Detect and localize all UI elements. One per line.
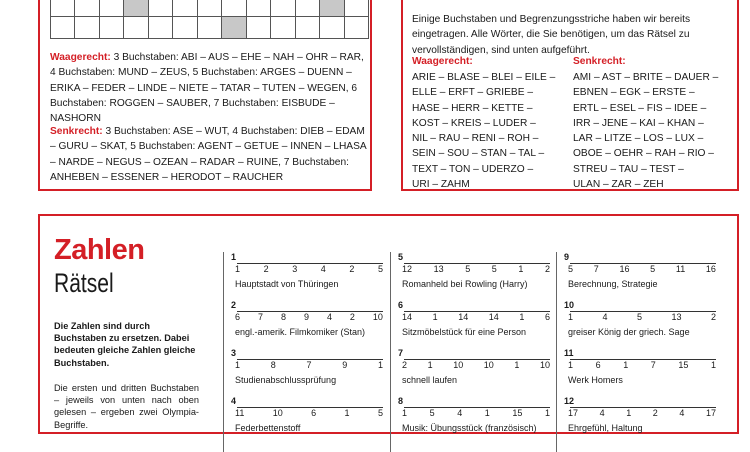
- item-clue: Sitzmöbelstück für eine Person: [402, 327, 527, 337]
- grid-cell[interactable]: [197, 0, 222, 17]
- item-number: 8: [398, 396, 404, 406]
- code-number: 1: [427, 360, 433, 370]
- puzzle-item: [398, 396, 550, 446]
- item-clue: Berechnung, Strategie: [568, 279, 658, 289]
- code-number: 7: [593, 264, 599, 274]
- puzzle-item: [398, 252, 550, 302]
- code-number: 17: [705, 408, 716, 418]
- code-number: 1: [568, 312, 574, 322]
- number-code-row: [402, 312, 550, 322]
- item-clue: Hauptstadt von Thüringen: [235, 279, 339, 289]
- puzzle-item: [564, 300, 716, 350]
- code-number: 11: [235, 408, 245, 418]
- senkrecht-list-title: Senkrecht:: [573, 56, 626, 67]
- number-code-row: [568, 408, 716, 418]
- item-number: 4: [231, 396, 237, 406]
- hint-text: Die ersten und dritten Buchstaben – jeweils von unten nach oben gelesen – ergeben zwei Olympia-Begriffe.: [54, 383, 199, 430]
- puzzle-item: [398, 348, 550, 398]
- raetsel-subtitle: Rätsel: [54, 268, 114, 298]
- code-number: 2: [402, 360, 408, 370]
- code-number: 15: [678, 360, 689, 370]
- number-code-row: [235, 360, 383, 370]
- puzzle-item: [564, 396, 716, 446]
- grid-cell[interactable]: [319, 0, 344, 17]
- senkrecht-word-line: LAR – LITZE – LOS – LUX –: [573, 133, 704, 145]
- grid-cell[interactable]: [123, 0, 148, 17]
- code-number: 1: [514, 360, 520, 370]
- grid-cell[interactable]: [270, 16, 295, 39]
- waagerecht-word-line: NIL – RAU – RENI – ROH –: [412, 133, 539, 145]
- number-code-row: [235, 312, 383, 322]
- waagerecht-word-line: TEXT – TON – UDERZO –: [412, 163, 534, 175]
- grid-cell[interactable]: [344, 0, 369, 17]
- code-number: 2: [710, 312, 716, 322]
- grid-cell[interactable]: [295, 0, 320, 17]
- grid-cell[interactable]: [148, 0, 173, 17]
- code-number: 14: [402, 312, 413, 322]
- code-number: 6: [595, 360, 601, 370]
- code-number: 10: [483, 360, 494, 370]
- instruction-text: Die Zahlen sind durch Buchstaben zu ersetzen. Dabei bedeuten gleiche Zahlen gleiche Buchstaben.: [54, 321, 196, 368]
- number-code-row: [568, 312, 716, 322]
- grid-cell[interactable]: [270, 0, 295, 17]
- puzzle-item: [231, 252, 383, 302]
- puzzle-intro: Einige Buchstaben und Begrenzungsstriche haben wir bereits eingetragen. Alle Wörter, die Sie benötigen, um das Rätsel zu vervollständigen, sind unten aufgeführt.: [412, 14, 691, 56]
- waagerecht-word-line: HASE – HERR – KETTE –: [412, 102, 533, 114]
- waagerecht-clues: [50, 50, 368, 126]
- grid-cell[interactable]: [172, 16, 197, 39]
- swedish-puzzle-panel: [401, 0, 739, 191]
- code-number: 9: [303, 312, 309, 322]
- code-number: 1: [235, 360, 241, 370]
- code-number: 7: [257, 312, 263, 322]
- code-number: 1: [484, 408, 490, 418]
- code-number: 1: [402, 408, 408, 418]
- senkrecht-word-line: IRR – JENE – KAI – KHAN –: [573, 117, 704, 129]
- senkrecht-word-line: ULAN – ZAR – ZEH: [573, 179, 664, 191]
- grid-cell[interactable]: [246, 0, 271, 17]
- code-number: 5: [377, 264, 383, 274]
- code-number: 1: [432, 312, 438, 322]
- code-number: 1: [623, 360, 629, 370]
- code-number: 3: [292, 264, 298, 274]
- waagerecht-heading: Waagerecht:: [50, 52, 111, 63]
- grid-cell[interactable]: [74, 0, 99, 17]
- code-number: 1: [518, 264, 524, 274]
- waagerecht-word-line: SEIN – SOU – STAN – TAL –: [412, 148, 545, 160]
- code-number: 2: [349, 264, 355, 274]
- number-code-row: [402, 360, 550, 370]
- code-number: 1: [344, 408, 350, 418]
- code-number: 6: [311, 408, 317, 418]
- waagerecht-word-list: [412, 70, 555, 192]
- grid-cell[interactable]: [74, 16, 99, 39]
- item-clue: Musik: Übungsstück (französisch): [402, 423, 537, 433]
- item-clue: Ehrgefühl, Haltung: [568, 423, 643, 433]
- code-number: 5: [650, 264, 656, 274]
- senkrecht-heading: Senkrecht:: [50, 126, 103, 137]
- senkrecht-word-line: EBNEN – EGK – ERSTE –: [573, 87, 695, 99]
- code-number: 10: [539, 360, 550, 370]
- code-number: 1: [519, 312, 525, 322]
- code-number: 8: [270, 360, 276, 370]
- code-number: 12: [402, 264, 413, 274]
- grid-cell[interactable]: [99, 0, 124, 17]
- code-number: 7: [306, 360, 312, 370]
- senkrecht-clues: [50, 124, 368, 185]
- puzzle-item: [231, 396, 383, 446]
- grid-cell[interactable]: [123, 16, 148, 39]
- waagerecht-list-title: Waagerecht:: [412, 56, 473, 67]
- waagerecht-word-line: KOST – KREIS – LUDER –: [412, 117, 536, 129]
- code-number: 16: [705, 264, 716, 274]
- puzzle-item: [398, 300, 550, 350]
- code-number: 16: [619, 264, 630, 274]
- code-number: 1: [235, 264, 241, 274]
- item-number: 9: [564, 252, 570, 262]
- code-number: 5: [568, 264, 574, 274]
- grid-cell[interactable]: [148, 16, 173, 39]
- code-number: 14: [488, 312, 499, 322]
- code-number: 11: [675, 264, 686, 274]
- item-clue: greiser König der griech. Sage: [568, 327, 690, 337]
- code-number: 9: [342, 360, 348, 370]
- waagerecht-word-line: URI – ZAHM: [412, 179, 470, 191]
- code-number: 1: [626, 408, 632, 418]
- item-clue: engl.-amerik. Filmkomiker (Stan): [235, 327, 366, 337]
- code-number: 4: [326, 312, 332, 322]
- grid-cell[interactable]: [172, 0, 197, 17]
- code-number: 4: [599, 408, 605, 418]
- code-number: 10: [453, 360, 464, 370]
- grid-cell[interactable]: [50, 16, 75, 39]
- item-number: 7: [398, 348, 404, 358]
- number-code-row: [568, 264, 716, 274]
- code-number: 15: [512, 408, 523, 418]
- puzzle-item: [231, 348, 383, 398]
- item-number: 11: [564, 348, 574, 358]
- code-number: 2: [652, 408, 658, 418]
- senkrecht-word-line: AMI – AST – BRITE – DAUER –: [573, 72, 719, 83]
- senkrecht-word-line: OBOE – OEHR – RAH – RIO –: [573, 148, 714, 160]
- item-clue: Studienabschlussprüfung: [235, 375, 337, 385]
- zahlen-raetsel-panel: [38, 214, 739, 434]
- item-number: 6: [398, 300, 404, 310]
- code-number: 10: [372, 312, 383, 322]
- code-number: 5: [636, 312, 642, 322]
- item-number: 12: [564, 396, 575, 406]
- item-number: 3: [231, 348, 237, 358]
- grid-cell[interactable]: [221, 16, 246, 39]
- code-number: 5: [491, 264, 497, 274]
- code-number: 13: [671, 312, 682, 322]
- senkrecht-text: 3 Buchstaben: ASE – WUT, 4 Buchstaben: DIEB – EDAM – GURU – SKAT, 5 Buchstaben: AGENT – GETUE – INNEN – LHASA – NARDE – NEGUS – OZEAN – RADAR – RUINE, 7 Buchstaben: ANHEBEN – ESSENER – HERODOT – RAUCHER: [50, 126, 367, 183]
- item-clue: Werk Homers: [568, 375, 623, 385]
- grid-cell[interactable]: [295, 16, 320, 39]
- code-number: 1: [710, 360, 716, 370]
- zahlen-title: Zahlen: [54, 234, 145, 266]
- item-clue: Federbettenstoff: [235, 423, 301, 433]
- number-code-row: [235, 408, 383, 418]
- senkrecht-word-list: [573, 70, 718, 192]
- code-number: 7: [650, 360, 656, 370]
- waagerecht-text: 3 Buchstaben: ABI – AUS – EHE – NAH – OHR – RAR, 4 Buchstaben: MUND – ZEUS, 5 Buchstaben: ARGES – DUENN – ERIKA – FEDER – LINDE – NIETE – TATAR – TUTEN – WEGEN, 6 Buchstaben: ROGGEN – SAUBER, 7 Buchstaben: EISBUDE – NASHORN: [50, 52, 364, 125]
- code-number: 4: [457, 408, 463, 418]
- grid-cell[interactable]: [197, 16, 222, 39]
- item-number: 10: [564, 300, 575, 310]
- waagerecht-word-line: ELLE – ERFT – GRIEBE –: [412, 87, 533, 99]
- number-code-row: [402, 408, 550, 418]
- code-number: 13: [433, 264, 444, 274]
- code-number: 4: [320, 264, 326, 274]
- code-number: 1: [377, 360, 383, 370]
- puzzle-item: [564, 348, 716, 398]
- code-number: 14: [458, 312, 469, 322]
- number-code-row: [568, 360, 716, 370]
- code-number: 17: [568, 408, 579, 418]
- grid-cell[interactable]: [221, 0, 246, 17]
- code-number: 1: [544, 408, 550, 418]
- code-number: 6: [544, 312, 550, 322]
- grid-cell[interactable]: [246, 16, 271, 39]
- code-number: 6: [235, 312, 241, 322]
- senkrecht-word-line: STREU – TAU – TEST –: [573, 163, 684, 175]
- number-code-row: [402, 264, 550, 274]
- code-number: 2: [544, 264, 550, 274]
- code-number: 10: [272, 408, 283, 418]
- item-clue: schnell laufen: [402, 375, 458, 385]
- code-number: 5: [429, 408, 435, 418]
- code-number: 5: [465, 264, 471, 274]
- code-number: 2: [349, 312, 355, 322]
- code-number: 4: [679, 408, 685, 418]
- grid-cell[interactable]: [344, 16, 369, 39]
- item-clue: Romanheld bei Rowling (Harry): [402, 279, 528, 289]
- item-number: 5: [398, 252, 404, 262]
- crossword-grid[interactable]: [50, 0, 368, 44]
- puzzle-item: [564, 252, 716, 302]
- crossword-panel: [38, 0, 372, 191]
- code-number: 8: [280, 312, 286, 322]
- senkrecht-word-line: ERTL – ESEL – FIS – IDEE –: [573, 102, 707, 114]
- number-code-row: [235, 264, 383, 274]
- code-number: 4: [602, 312, 608, 322]
- code-number: 2: [263, 264, 269, 274]
- code-number: 1: [568, 360, 574, 370]
- code-number: 5: [377, 408, 383, 418]
- item-number: 1: [231, 252, 237, 262]
- puzzle-item: [231, 300, 383, 350]
- waagerecht-word-line: ARIE – BLASE – BLEI – EILE –: [412, 72, 556, 83]
- grid-cell[interactable]: [319, 16, 344, 39]
- item-number: 2: [231, 300, 237, 310]
- grid-cell[interactable]: [50, 0, 75, 17]
- grid-cell[interactable]: [99, 16, 124, 39]
